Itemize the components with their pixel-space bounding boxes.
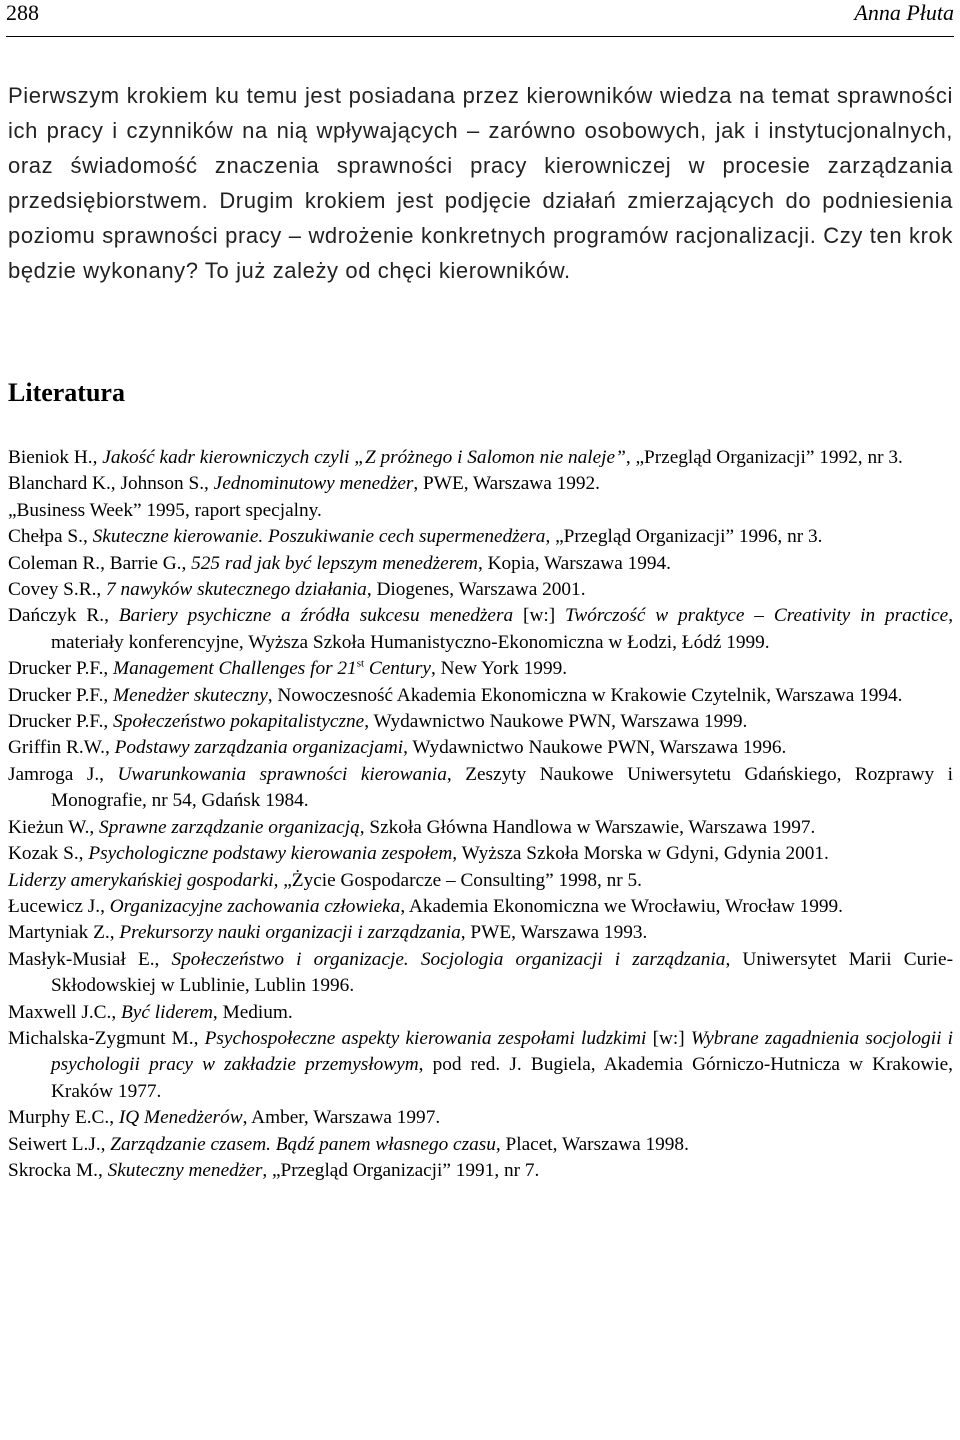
reference-details: , „Przegląd Organizacji” 1996, nr 3. [545, 526, 823, 548]
page-header [6, 0, 954, 37]
reference-item [8, 498, 953, 524]
reference-title: Skuteczne kierowanie. Poszukiwanie cech supermenedżera [92, 526, 546, 548]
reference-title: Organizacyjne zachowania człowieka [109, 895, 401, 917]
reference-author: Michalska-Zygmunt M., [8, 1027, 205, 1049]
reference-title: Skuteczny menedżer [107, 1159, 263, 1181]
reference-secondary-title: Twórczość w praktyce – Creativity in practice [565, 605, 949, 627]
reference-title-superscript: st [356, 657, 365, 670]
reference-author: Bieniok H., [8, 447, 103, 468]
reference-title: Liderzy amerykańskiej gospodarki [8, 869, 274, 891]
reference-item [8, 920, 953, 946]
reference-item [8, 841, 953, 867]
reference-title: Menedżer skuteczny [113, 684, 268, 706]
reference-details: „Business Week” 1995, raport specjalny. [8, 499, 322, 521]
reference-item [8, 577, 953, 603]
reference-title: Społeczeństwo pokapitalistyczne [113, 711, 365, 733]
reference-item [8, 445, 953, 471]
reference-author: Blanchard K., Johnson S., [8, 473, 214, 495]
reference-title: Zarządzanie czasem. Bądź panem własnego czasu [110, 1133, 496, 1155]
reference-details: , „Życie Gospodarcze – Consulting” 1998, nr 5. [273, 869, 643, 891]
reference-list [8, 445, 953, 1184]
reference-author: Maxwell J.C., [8, 1001, 122, 1023]
reference-details: , Diogenes, Warszawa 2001. [366, 579, 586, 601]
reference-author: Masłyk-Musiał E., [8, 948, 172, 970]
reference-details: , Wydawnictwo Naukowe PWN, Warszawa 1999. [364, 711, 748, 733]
reference-title: Być liderem [121, 1001, 213, 1023]
reference-author: Kieżun W., [8, 816, 100, 838]
reference-secondary-details: , materiały konferencyjne, Wyższa Szkoła Humanistyczno-Ekonomiczna w Łodzi, Łódź 1999. [51, 605, 954, 653]
reference-details: , Medium. [212, 1001, 293, 1023]
reference-author: Covey S.R., [8, 579, 107, 601]
reference-secondary-title: Wybrane zagadnienia socjologii i psychologii pracy w zakładzie przemysłowym [51, 1027, 954, 1076]
reference-item [8, 524, 953, 550]
reference-item [8, 656, 953, 682]
reference-title: Podstawy zarządzania organizacjami [114, 737, 404, 759]
reference-details: , PWE, Warszawa 1993. [460, 922, 648, 944]
reference-author: Drucker P.F., [8, 658, 114, 680]
reference-details: , Zeszyty Naukowe Uniwersytetu Gdańskiego, Rozprawy i Monografie, nr 54, Gdańsk 1984. [51, 763, 954, 812]
reference-title: Management Challenges for 21 [113, 658, 357, 680]
reference-author: Griffin R.W., [8, 737, 115, 759]
page-number: 288 [6, 0, 39, 25]
intro-paragraph: Pierwszym krokiem ku temu jest posiadana przez kierowników wiedza na temat sprawności ich pracy i czynników na nią wpływających – zarówno osobowych, jak i instytucjonalnych, oraz świadomość znaczenia sprawności pracy kierowniczej w procesie zarządzania przedsiębiorstwem. Drugim krokiem jest podjęcie działań zmierzających do podniesienia poziomu sprawności pracy – wdrożenie konkretnych programów racjonalizacji. Czy ten krok będzie wykonany? To już zależy od chęci kierowników. [8, 83, 953, 283]
reference-title: Psychologiczne podstawy kierowania zespołem [88, 843, 453, 865]
reference-author: Skrocka M., [8, 1159, 108, 1181]
reference-title: Jakość kadr kierowniczych czyli „Z próżnego i Salomon nie naleje” [102, 447, 626, 468]
reference-author: Kozak S., [8, 843, 89, 865]
reference-author: Łucewicz J., [8, 895, 110, 917]
reference-details: , Amber, Warszawa 1997. [242, 1107, 441, 1129]
reference-item [8, 815, 953, 841]
reference-author: Martyniak Z., [8, 922, 120, 944]
reference-author: Jamroga J., [8, 763, 118, 785]
reference-details: , PWE, Warszawa 1992. [413, 473, 600, 495]
reference-details: , New York 1999. [431, 658, 568, 680]
reference-details: , „Przegląd Organizacji” 1992, nr 3. [625, 447, 903, 468]
reference-title: Sprawne zarządzanie organizacją [99, 816, 360, 838]
reference-author: Seiwert L.J., [8, 1133, 111, 1155]
reference-author: Murphy E.C., [8, 1107, 119, 1129]
reference-item [8, 683, 953, 709]
reference-title: Społeczeństwo i organizacje. Socjologia organizacji i zarządzania [171, 948, 726, 970]
reference-author: Drucker P.F., [8, 711, 114, 733]
reference-author: Chełpa S., [8, 526, 93, 548]
reference-details: , Wydawnictwo Naukowe PWN, Warszawa 1996. [403, 737, 787, 759]
reference-title: Psychospołeczne aspekty kierowania zespołami ludzkimi [204, 1027, 647, 1049]
reference-author: Drucker P.F., [8, 684, 114, 706]
reference-item [8, 471, 953, 497]
reference-title: 525 rad jak być lepszym menedżerem [191, 552, 478, 574]
reference-item [8, 603, 953, 656]
reference-details: , Kopia, Warszawa 1994. [477, 552, 671, 574]
reference-title: 7 nawyków skutecznego działania [106, 579, 367, 601]
reference-item [8, 1105, 953, 1131]
running-head-author: Anna Płuta [854, 0, 954, 25]
section-title: Literatura [8, 378, 125, 407]
reference-details: , „Przegląd Organizacji” 1991, nr 7. [262, 1159, 540, 1181]
reference-details: [w:] [513, 605, 566, 627]
reference-title: Jednominutowy menedżer [213, 473, 414, 495]
reference-title: Prekursorzy nauki organizacji i zarządzania [119, 922, 461, 944]
reference-author: Coleman R., Barrie G., [8, 552, 192, 574]
reference-item [8, 894, 953, 920]
reference-author: Dańczyk R., [8, 605, 119, 627]
reference-title: IQ Menedżerów [118, 1107, 243, 1129]
reference-item [8, 868, 953, 894]
reference-details: , Placet, Warszawa 1998. [495, 1133, 689, 1155]
intro-text [8, 78, 953, 288]
reference-item [8, 1026, 953, 1105]
reference-title-end: Century [364, 658, 431, 680]
reference-details: , Uniwersytet Marii Curie-Skłodowskiej w Lublinie, Lublin 1996. [51, 948, 953, 997]
reference-item [8, 762, 953, 815]
reference-item [8, 709, 953, 735]
reference-details: , Nowoczesność Akademia Ekonomiczna w Krakowie Czytelnik, Warszawa 1994. [267, 684, 903, 706]
reference-secondary-details: , pod red. J. Bugiela, Akademia Górniczo-Hutnicza w Krakowie, Kraków 1977. [51, 1054, 953, 1102]
reference-details: , Szkoła Główna Handlowa w Warszawie, Warszawa 1997. [359, 816, 816, 838]
reference-title: Bariery psychiczne a źródła sukcesu menedżera [118, 605, 514, 627]
reference-item [8, 947, 953, 1000]
reference-item [8, 1132, 953, 1158]
reference-details: , Akademia Ekonomiczna we Wrocławiu, Wrocław 1999. [400, 895, 844, 917]
reference-item [8, 551, 953, 577]
reference-item [8, 735, 953, 761]
reference-item [8, 1158, 953, 1184]
reference-details: [w:] [646, 1027, 691, 1049]
reference-details: , Wyższa Szkoła Morska w Gdyni, Gdynia 2001. [452, 843, 829, 865]
reference-title: Uwarunkowania sprawności kierowania [117, 763, 447, 785]
reference-item [8, 1000, 953, 1026]
